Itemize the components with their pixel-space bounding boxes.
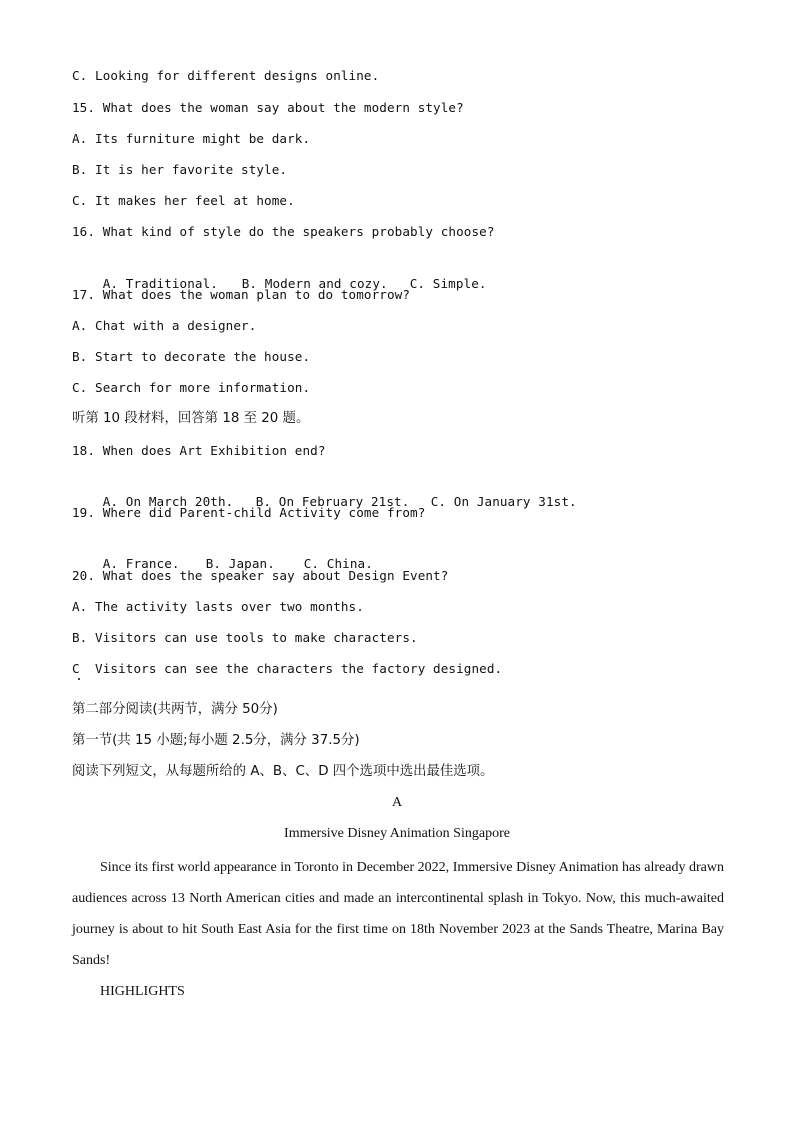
- part2-instruction: 阅读下列短文，从每题所给的 A、B、C、D 四个选项中选出最佳选项。: [72, 764, 494, 779]
- q20-option-c: C Visitors can see the characters the factory designed.: [72, 661, 503, 676]
- section10-instruction: 听第 10 段材料，回答第 18 至 20 题。: [72, 411, 310, 426]
- q19-option-c: C. China.: [303, 556, 373, 571]
- q20-question: 20. What does the speaker say about Design Event?: [72, 568, 449, 583]
- q16-option-c: C. Simple.: [409, 276, 487, 291]
- highlights-heading: HIGHLIGHTS: [100, 984, 185, 999]
- q15-option-c: C. It makes her feel at home.: [72, 193, 295, 208]
- q16-option-b: B. Modern and cozy.: [241, 276, 388, 291]
- q17-option-a: A. Chat with a designer.: [72, 318, 257, 333]
- q20-option-a: A. The activity lasts over two months.: [72, 599, 364, 614]
- q18-option-a: A. On March 20th.: [102, 494, 234, 509]
- q17-question: 17. What does the woman plan to do tomorrow?: [72, 287, 411, 302]
- q15-option-a: A. Its furniture might be dark.: [72, 131, 311, 146]
- q18-option-b: B. On February 21st.: [255, 494, 410, 509]
- passage-title: Immersive Disney Animation Singapore: [284, 826, 510, 841]
- q20-option-b: B. Visitors can use tools to make characters.: [72, 630, 418, 645]
- passage-label: A: [391, 795, 403, 810]
- q16-question: 16. What kind of style do the speakers probably choose?: [72, 224, 495, 239]
- stray-mark: [78, 678, 80, 680]
- q14-option-c: C. Looking for different designs online.: [72, 68, 380, 83]
- q19-option-a: A. France.: [102, 556, 180, 571]
- q15-option-b: B. It is her favorite style.: [72, 162, 288, 177]
- q17-option-b: B. Start to decorate the house.: [72, 349, 311, 364]
- q19-question: 19. Where did Parent-child Activity come from?: [72, 505, 426, 520]
- q17-option-c: C. Search for more information.: [72, 380, 311, 395]
- q18-option-c: C. On January 31st.: [430, 494, 577, 509]
- q18-options: [72, 472, 577, 532]
- q19-option-b: B. Japan.: [205, 556, 275, 571]
- q16-options: [72, 254, 487, 314]
- part2-heading: 第二部分阅读(共两节，满分 50分): [72, 702, 278, 717]
- part2-section1: 第一节(共 15 小题;每小题 2.5分，满分 37.5分): [72, 733, 360, 748]
- q16-option-a: A. Traditional.: [102, 276, 218, 291]
- q15-question: 15. What does the woman say about the modern style?: [72, 100, 464, 115]
- passage-paragraph: Since its first world appearance in Toronto in December 2022, Immersive Disney Animation has already drawn audiences across 13 North American cities and made an intercontinental splash in Tokyo. Now, this much-awaited journey is about to hit South East Asia for the first time on 18th November 2023 at the Sands Theatre, Marina Bay Sands!: [72, 860, 724, 968]
- q18-question: 18. When does Art Exhibition end?: [72, 443, 326, 458]
